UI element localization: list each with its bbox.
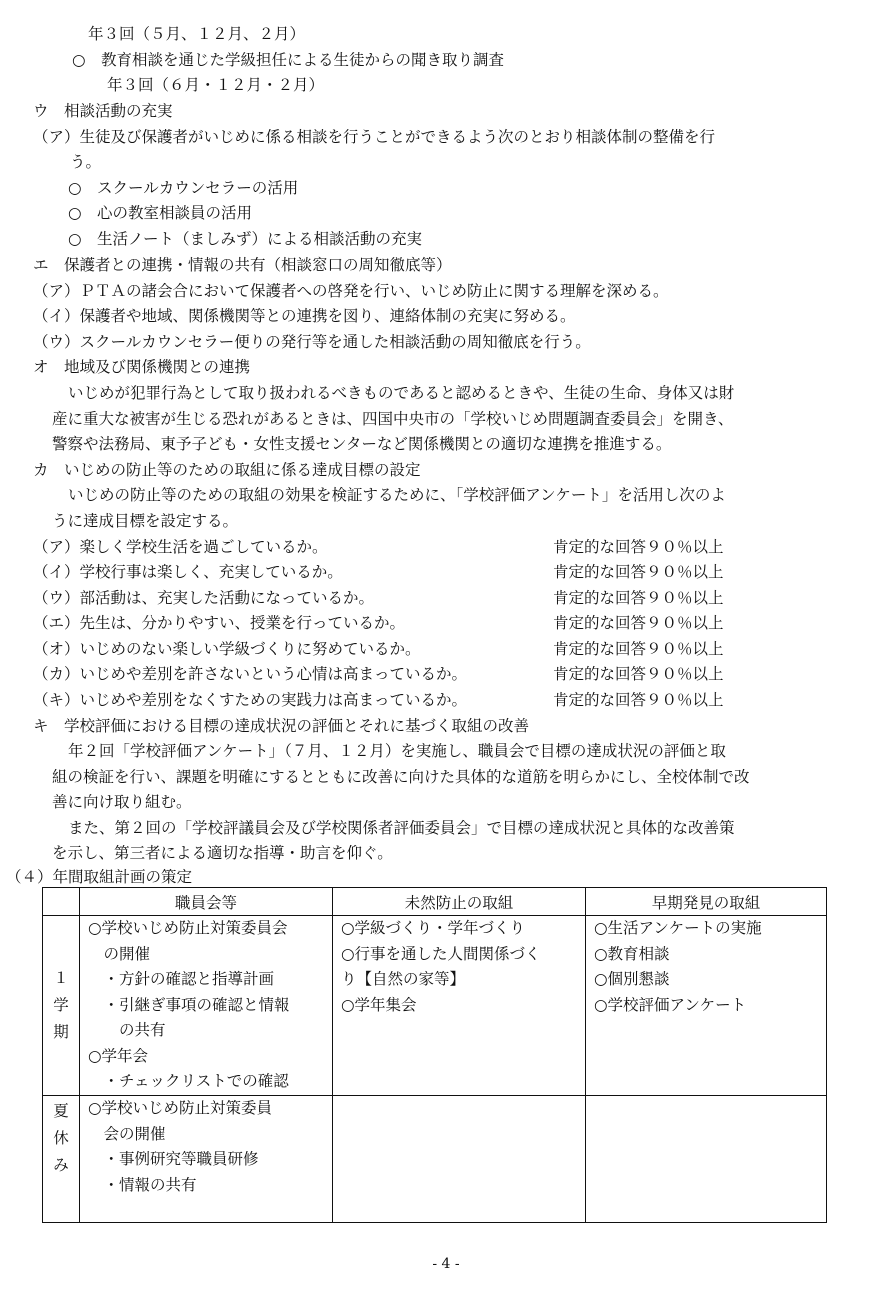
text-line: （ア）ＰＴＡの諸会合において保護者への啓発を行い、いじめ防止に関する理解を深める。 [33,282,669,300]
text-line: （イ）保護者や地域、関係機関等との連携を図り、連絡体制の充実に努める。 [33,307,576,325]
text-line: うに達成目標を設定する。 [52,512,239,530]
table-corner-cell [43,888,80,916]
term-char: 学 [53,996,69,1014]
section-heading: エ 保護者との連携・情報の共有（相談窓口の周知徹底等） [33,256,452,274]
text-line: ○ 心の教室相談員の活用 [68,204,253,222]
term-char: １ [53,969,69,987]
text-line: を示し、第三者による適切な指導・助言を仰ぐ。 [52,844,393,862]
text-line: また、第２回の「学校評議員会及び学校関係者評価委員会」で目標の達成状況と具体的な改善策 [68,819,735,837]
prevention-cell [333,916,586,1096]
table-row [43,916,827,1096]
goal-target: 肯定的な回答９０％以上 [553,640,724,658]
cell-line: ○行事を通した人間関係づく [341,944,541,963]
term-char: 休 [53,1129,69,1147]
cell-line: の共有 [88,1021,166,1039]
goal-item: （イ）学校行事は楽しく、充実しているか。 [33,563,343,581]
goal-item: （エ）先生は、分かりやすい、授業を行っているか。 [33,614,406,632]
goal-target: 肯定的な回答９０％以上 [553,589,724,607]
term-char: 期 [53,1023,69,1041]
cell-line: ・チェックリストでの確認 [88,1072,289,1090]
cell-line: ○学年集会 [341,995,417,1014]
text-line: ○ 生活ノート（ましみず）による相談活動の充実 [68,230,423,248]
goal-item: （キ）いじめや差別をなくすための実践力は高まっているか。 [33,691,468,709]
term-char: 夏 [53,1102,69,1120]
term-cell [43,916,80,1096]
cell-line: ○学校いじめ防止対策委員 [88,1099,273,1117]
text-line: （ウ）スクールカウンセラー便りの発行等を通した相談活動の周知徹底を行う。 [33,333,591,351]
annual-plan-table [42,887,827,1223]
cell-line: ・方針の確認と指導計画 [88,970,275,988]
cell-line: の開催 [88,944,151,963]
cell-line: ○学校いじめ防止対策委員会 [88,919,288,937]
section-heading: カ いじめの防止等のための取組に係る達成目標の設定 [33,461,421,479]
prevention-cell [333,1096,586,1223]
cell-line: ○学校評価アンケート [594,995,747,1014]
goal-item: （カ）いじめや差別を許さないという心情は高まっているか。 [33,665,468,683]
early-detection-cell [586,1096,827,1223]
cell-line: ・事例研究等職員研修 [88,1150,259,1168]
cell-line: り【自然の家等】 [341,970,466,988]
term-cell [43,1096,80,1223]
text-line: 産に重大な被害が生じる恐れがあるときは、四国中央市の「学校いじめ問題調査委員会」を開き、 [52,410,734,428]
table-header-row [43,888,827,916]
table-header: 職員会等 [80,888,333,916]
section-heading: ウ 相談活動の充実 [33,102,173,120]
goal-target: 肯定的な回答９０％以上 [553,563,724,581]
text-line: ○ 教育相談を通じた学級担任による生徒からの聞き取り調査 [72,51,505,69]
term-char: み [53,1156,69,1174]
table-header: 早期発見の取組 [586,888,827,916]
section-heading: キ 学校評価における目標の達成状況の評価とそれに基づく取組の改善 [33,717,530,735]
text-line: いじめの防止等のための取組の効果を検証するために、「学校評価アンケート」を活用し次のよ [68,486,726,504]
text-line: 警察や法務局、東予子ども・女性支援センターなど関係機関との適切な連携を推進する。 [52,435,672,453]
text-line: ○ スクールカウンセラーの活用 [68,179,299,197]
text-line: （ア）生徒及び保護者がいじめに係る相談を行うことができるよう次のとおり相談体制の整備を行 [33,128,716,146]
cell-line: ・情報の共有 [88,1175,197,1194]
cell-line: ○個別懇談 [594,970,670,988]
text-line: 年３回（５月、１２月、２月） [88,25,306,43]
text-line: 組の検証を行い、課題を明確にするとともに改善に向けた具体的な道筋を明らかにし、全校体制で改 [52,768,750,786]
cell-line: ・引継ぎ事項の確認と情報 [88,995,290,1014]
table-header: 未然防止の取組 [333,888,586,916]
section-heading: オ 地域及び関係機関との連携 [33,358,251,376]
early-detection-cell [586,916,827,1096]
goal-target: 肯定的な回答９０％以上 [553,665,724,683]
goal-item: （オ）いじめのない楽しい学級づくりに努めているか。 [33,640,421,658]
goal-target: 肯定的な回答９０％以上 [553,538,724,556]
table-row [43,1096,827,1223]
cell-line: ○学級づくり・学年づくり [341,919,526,937]
cell-line: ○学年会 [88,1046,149,1065]
cell-line: ○教育相談 [594,944,670,963]
text-line: 年２回「学校評価アンケート」（７月、１２月）を実施し、職員会で目標の達成状況の評価と取 [68,742,726,760]
goal-target: 肯定的な回答９０％以上 [553,614,724,632]
staff-meeting-cell [80,1096,333,1223]
text-line: う。 [70,153,102,171]
goal-target: 肯定的な回答９０％以上 [553,691,724,709]
text-line: 年３回（６月・１２月・２月） [107,76,325,94]
page-number: - 4 - [432,1256,460,1272]
text-line: 善に向け取り組む。 [52,793,192,811]
section-heading: （４）年間取組計画の策定 [6,868,193,886]
text-line: いじめが犯罪行為として取り扱われるべきものであると認めるときや、生徒の生命、身体又は財 [68,384,735,402]
goal-item: （ア）楽しく学校生活を過ごしているか。 [33,538,328,556]
goal-item: （ウ）部活動は、充実した活動になっているか。 [33,589,375,607]
cell-line: ○生活アンケートの実施 [594,919,762,937]
cell-line: 会の開催 [88,1124,166,1143]
staff-meeting-cell [80,916,333,1096]
